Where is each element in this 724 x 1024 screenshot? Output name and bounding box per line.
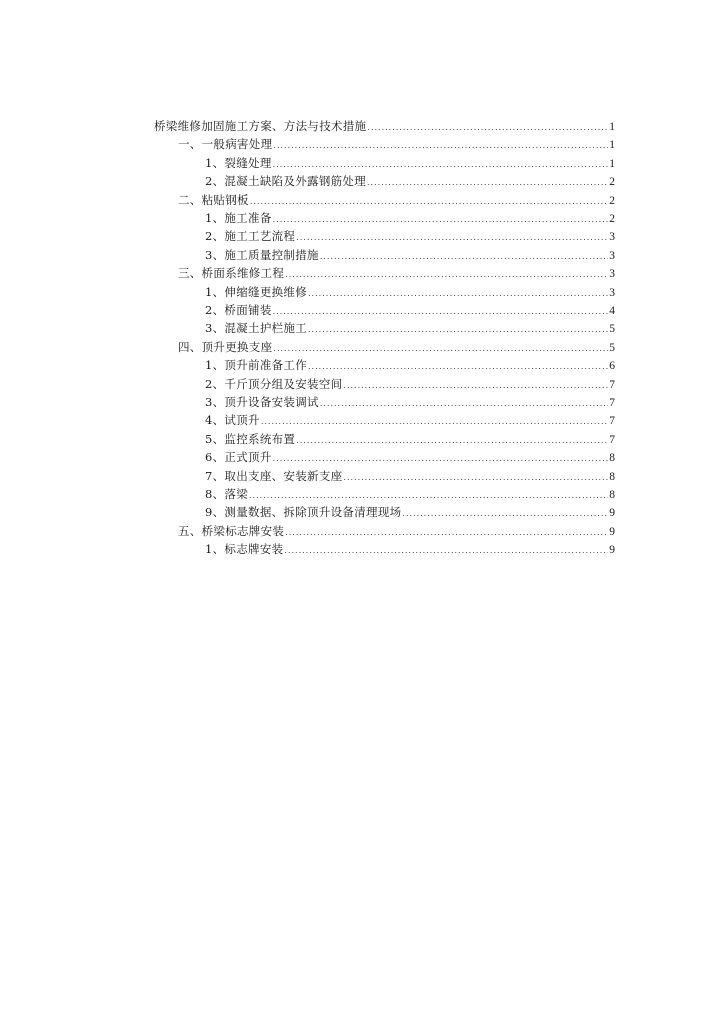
toc-dot-leader — [273, 137, 608, 155]
toc-dot-leader — [296, 229, 608, 247]
toc-dot-leader — [308, 285, 608, 303]
toc-dot-leader — [308, 358, 608, 376]
toc-entry-title: 3、顶升设备安装调试 — [205, 395, 319, 409]
toc-dot-leader — [308, 321, 608, 339]
toc-entry-page-number: 5 — [609, 341, 615, 354]
toc-entry[interactable] — [178, 264, 615, 282]
toc-dot-leader — [273, 156, 609, 174]
toc-dot-leader — [273, 450, 609, 468]
toc-entry[interactable] — [205, 503, 615, 521]
toc-entry-title: 3、混凝土护栏施工 — [205, 321, 308, 336]
toc-entry-title: 三、桥面系维修工程 — [178, 266, 285, 281]
toc-entry-title: 桥梁维修加固施工方案、方法与技术措施 — [154, 119, 367, 133]
toc-entry-title: 9、测量数据、拆除顶升设备清理现场 — [205, 505, 402, 520]
toc-entry-page-number: 5 — [609, 323, 615, 336]
toc-dot-leader — [320, 248, 608, 266]
toc-dot-leader — [402, 505, 608, 523]
toc-entry[interactable] — [154, 117, 615, 135]
toc-dot-leader — [249, 487, 608, 505]
toc-entry-page-number: 2 — [609, 213, 615, 225]
toc-entry[interactable] — [205, 375, 615, 393]
toc-entry-page-number: 6 — [609, 360, 615, 373]
toc-dot-leader — [367, 119, 608, 137]
toc-entry[interactable] — [205, 301, 615, 319]
toc-entry[interactable] — [178, 135, 615, 153]
toc-entry-page-number: 7 — [609, 378, 615, 391]
toc-entry[interactable] — [205, 467, 615, 485]
toc-entry-title: 1、标志牌安装 — [205, 542, 284, 557]
toc-entry[interactable] — [205, 209, 615, 227]
toc-dot-leader — [284, 542, 608, 560]
toc-entry[interactable] — [205, 393, 615, 411]
toc-dot-leader — [285, 266, 608, 284]
toc-entry[interactable] — [205, 448, 615, 466]
toc-entry-page-number: 1 — [609, 121, 615, 133]
toc-dot-leader — [320, 395, 608, 413]
toc-dot-leader — [367, 174, 608, 192]
toc-entry-title: 四、顶升更换支座 — [178, 339, 273, 354]
toc-entry-title: 2、桥面铺装 — [205, 303, 272, 317]
toc-entry-title: 2、千斤顶分组及安装空间 — [205, 376, 343, 391]
toc-entry-page-number: 1 — [609, 157, 615, 170]
toc-entry-page-number: 2 — [609, 176, 615, 189]
toc-entry-title: 1、裂缝处理 — [205, 155, 272, 170]
toc-dot-leader — [285, 524, 608, 542]
toc-entry-title: 2、混凝土缺陷及外露钢筋处理 — [205, 174, 367, 189]
toc-entry-page-number: 4 — [609, 305, 615, 317]
toc-entry-title: 3、施工质量控制措施 — [205, 247, 319, 262]
toc-entry-page-number: 9 — [609, 525, 615, 538]
toc-entry-page-number: 1 — [609, 139, 615, 152]
toc-entry-title: 8、落梁 — [205, 487, 249, 501]
toc-entry[interactable] — [178, 522, 615, 540]
toc-entry[interactable] — [205, 172, 615, 190]
toc-entry-page-number: 9 — [609, 544, 615, 557]
toc-dot-leader — [343, 469, 608, 487]
toc-entry[interactable] — [205, 430, 615, 448]
toc-entry-title: 7、取出支座、安装新支座 — [205, 468, 343, 483]
toc-entry-title: 1、伸缩缝更换维修 — [205, 284, 308, 299]
toc-entry-page-number: 3 — [609, 231, 615, 244]
toc-entry-title: 五、桥梁标志牌安装 — [178, 523, 285, 538]
toc-entry-page-number: 2 — [609, 194, 615, 207]
toc-entry[interactable] — [205, 246, 615, 264]
toc-entry[interactable] — [205, 319, 615, 337]
toc-entry[interactable] — [205, 411, 615, 429]
toc-entry-title: 1、施工准备 — [205, 211, 272, 225]
toc-entry-title: 6、正式顶升 — [205, 450, 272, 465]
toc-dot-leader — [250, 193, 608, 211]
toc-dot-leader — [273, 303, 609, 321]
toc-entry-page-number: 7 — [609, 397, 615, 409]
toc-entry[interactable] — [205, 540, 615, 558]
toc-dot-leader — [343, 377, 608, 395]
toc-entry-page-number: 8 — [609, 489, 615, 501]
toc-entry-title: 1、顶升前准备工作 — [205, 358, 308, 373]
toc-entry-title: 二、粘贴钢板 — [178, 192, 249, 207]
toc-dot-leader — [273, 211, 609, 229]
toc-entry-page-number: 3 — [609, 268, 615, 281]
toc-entry-title: 一、一般病害处理 — [178, 137, 273, 152]
toc-dot-leader — [296, 432, 608, 450]
toc-entry-page-number: 8 — [609, 452, 615, 465]
toc-entry-page-number: 3 — [609, 249, 615, 262]
toc-entry-page-number: 3 — [609, 286, 615, 299]
toc-entry-page-number: 7 — [609, 415, 615, 428]
toc-entry[interactable] — [205, 154, 615, 172]
toc-entry[interactable] — [205, 283, 615, 301]
toc-entry[interactable] — [178, 191, 615, 209]
toc-entry-page-number: 9 — [609, 507, 615, 520]
toc-entry[interactable] — [205, 485, 615, 503]
toc-entry[interactable] — [205, 356, 615, 374]
toc-entry-page-number: 8 — [609, 470, 615, 483]
toc-entry[interactable] — [178, 338, 615, 356]
toc-entry[interactable] — [205, 227, 615, 245]
toc-entry-title: 5、监控系统布置 — [205, 431, 296, 446]
toc-dot-leader — [273, 340, 608, 358]
toc-entry-title: 4、试顶升 — [205, 413, 260, 428]
toc-entry-page-number: 7 — [609, 433, 615, 446]
toc-entry-title: 2、施工工艺流程 — [205, 229, 296, 244]
toc-dot-leader — [261, 413, 608, 431]
